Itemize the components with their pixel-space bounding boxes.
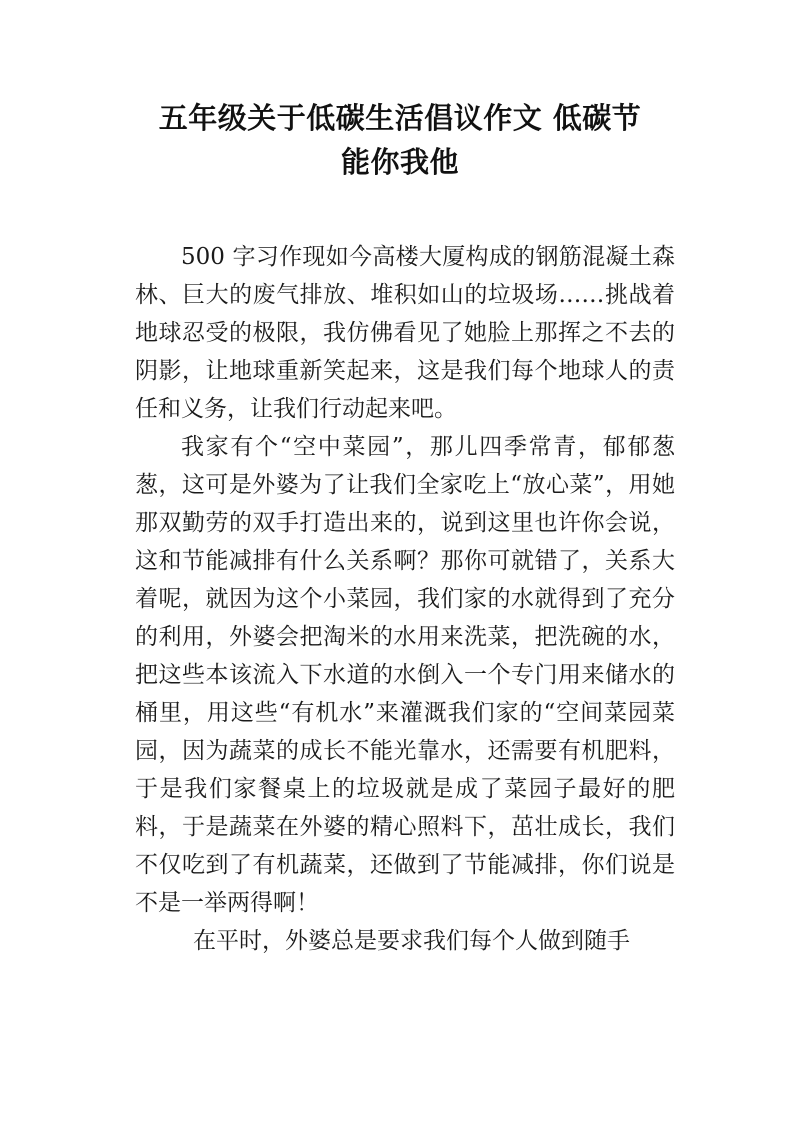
document-title — [110, 96, 690, 184]
title-line-1: 五年级关于低碳生活倡议作文 低碳节 — [158, 101, 642, 135]
paragraph-intro: 500 字习作现如今高楼大厦构成的钢筋混凝土森林、巨大的废气排放、堆积如山的垃圾场……挑战着地球忍受的极限，我仿佛看见了她脸上那挥之不去的阴影，让地球重新笑起来，这是我们每个地球人的责任和义务，让我们行动起来吧。 — [135, 244, 675, 422]
document-body — [135, 238, 675, 960]
paragraph-daily-habits: 在平时，外婆总是要求我们每个人做到随手 — [193, 928, 630, 954]
title-line-2: 能你我他 — [340, 145, 459, 179]
paragraph-sky-garden: 我家有个“空中菜园”，那儿四季常青，郁郁葱葱，这可是外婆为了让我们全家吃上“放心菜”，用她那双勤劳的双手打造出来的，说到这里也许你会说，这和节能减排有什么关系啊？那你可就错了，关系大着呢，就因为这个小菜园，我们家的水就得到了充分的利用，外婆会把淘米的水用来洗菜，把洗碗的水，把这些本该流入下水道的水倒入一个专门用来储水的桶里，用这些“有机水”来灌溉我们家的“空间菜园菜园，因为蔬菜的成长不能光靠水，还需要有机肥料，于是我们家餐桌上的垃圾就是成了菜园子最好的肥料，于是蔬菜在外婆的精心照料下，茁壮成长，我们不仅吃到了有机蔬菜，还做到了节能减排，你们说是不是一举两得啊！ — [135, 434, 675, 916]
